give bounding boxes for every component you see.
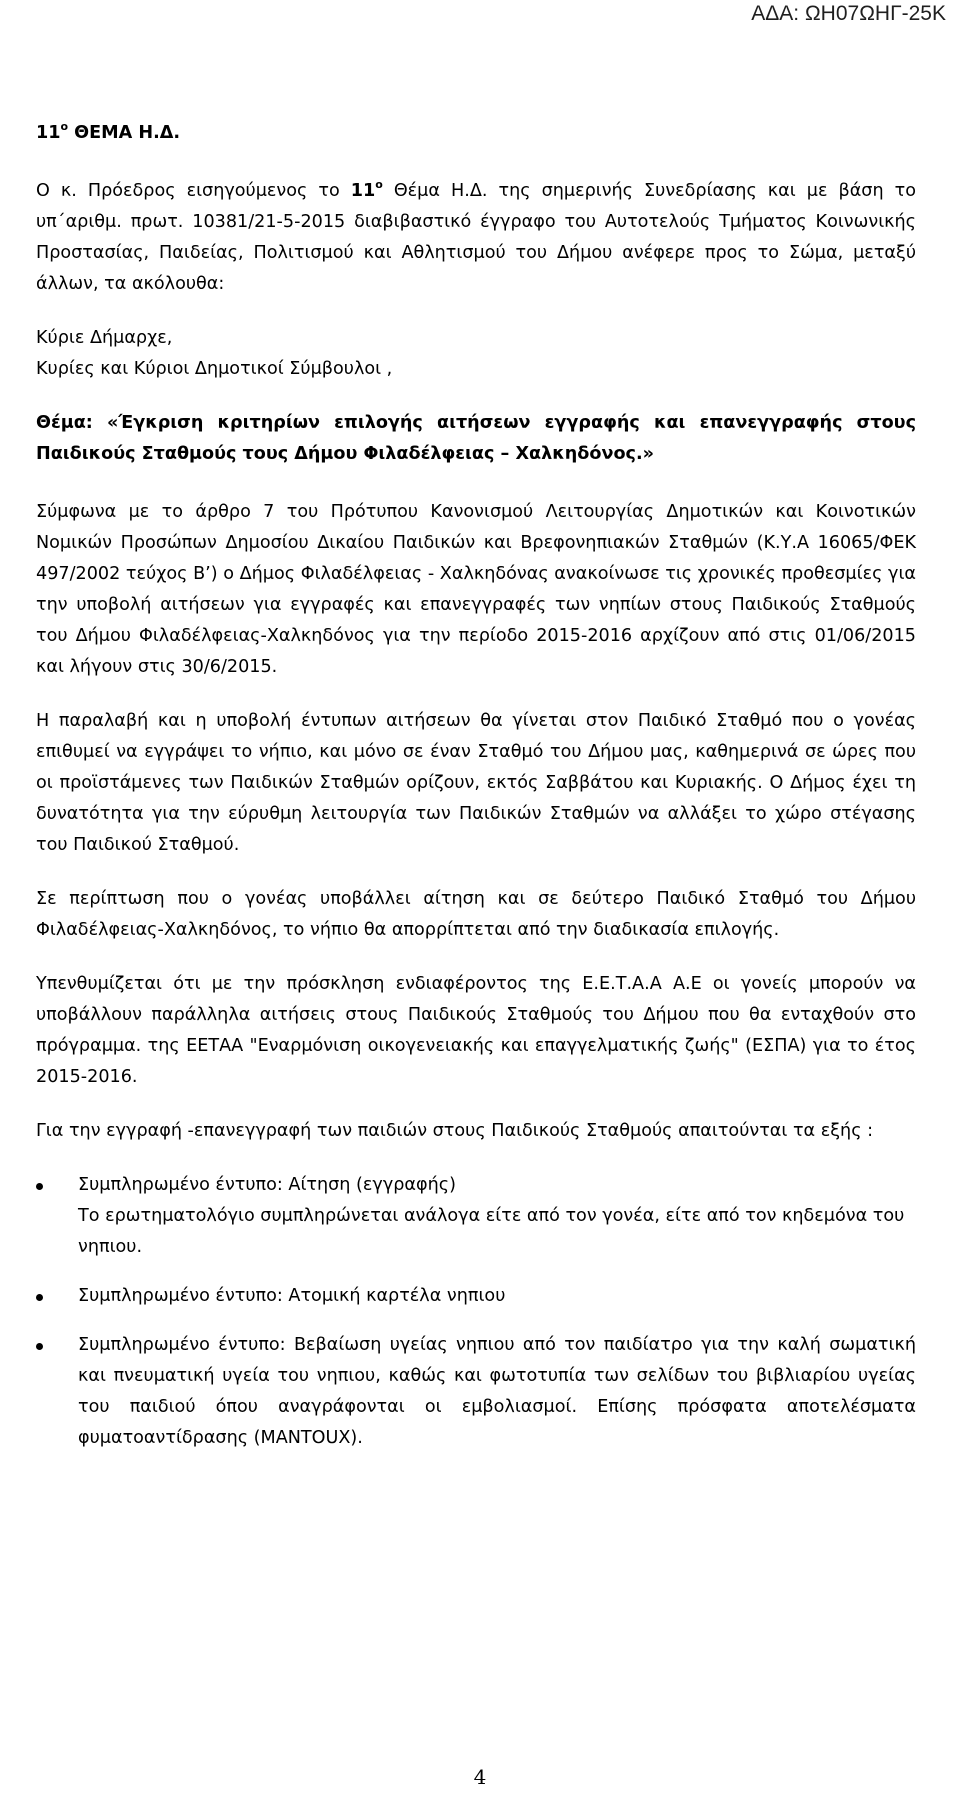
bullet-icon	[36, 1343, 43, 1350]
paragraph-second-application: Σε περίπτωση που ο γονέας υποβάλλει αίτηση και σε δεύτερο Παιδικό Σταθμό του Δήμου Φιλαδέλφειας-Χαλκηδόνος, το νήπιο θα απορρίπτεται από την διαδικασία επιλογής.	[36, 889, 916, 940]
section-heading	[36, 118, 916, 149]
bullet-icon	[36, 1183, 43, 1190]
document-body	[36, 118, 916, 1454]
salutation-line-2: Κυρίες και Κύριοι Δημοτικοί Σύμβουλοι ,	[36, 359, 393, 379]
requirement-1-line-1: Συμπληρωμένο έντυπο: Αίτηση (εγγραφής)	[78, 1175, 456, 1195]
requirement-3-line-1: Συμπληρωμένο έντυπο: Βεβαίωση υγείας νηπιου από τον παιδίατρο για την καλή σωματική και πνευματική υγεία του νηπιου, καθώς και φωτοτυπία των σελίδων του βιβλιαρίου υγείας του παιδιού όπου αναγράφονται οι εμβολιασμοί. Επίσης πρόσφατα αποτελέσματα φυματοαντίδρασης (MANTOUX).	[78, 1335, 916, 1448]
heading-text: ΘΕΜΑ Η.Δ.	[68, 123, 181, 143]
requirement-2-line-1: Συμπληρωμένο έντυπο: Ατομική καρτέλα νηπιου	[78, 1286, 506, 1306]
paragraph-reminder: Υπενθυμίζεται ότι με την πρόσκληση ενδιαφέροντος της Ε.Ε.Τ.Α.Α Α.Ε οι γονείς μπορούν να υποβάλλουν παράλληλα αιτήσεις στους Παιδικούς Σταθμούς του Δήμου που θα ενταχθούν στο πρόγραμμα. της ΕΕΤΑΑ "Εναρμόνιση οικογενειακής και επαγγελματικής ζωής" (ΕΣΠΑ) για το έτος 2015-2016.	[36, 974, 916, 1087]
page-number: 4	[473, 1765, 487, 1789]
salutation-line-1: Κύριε Δήμαρχε,	[36, 328, 173, 348]
ada-code: ΑΔΑ: ΩΗ07ΩΗΓ-25Κ	[751, 2, 946, 25]
bullet-icon	[36, 1294, 43, 1301]
intro-ordinal: ο	[375, 178, 383, 192]
requirement-1-line-2: Το ερωτηματολόγιο συμπληρώνεται ανάλογα είτε από τον γονέα, είτε από τον κηδεμόνα του νηπιου.	[78, 1206, 905, 1257]
intro-topic-number	[350, 178, 383, 201]
intro-start: Ο κ. Πρόεδρος εισηγούμενος το	[36, 181, 351, 201]
heading-number: 11	[36, 123, 61, 143]
list-item	[36, 1330, 916, 1454]
topic-title: Θέμα: «Έγκριση κριτηρίων επιλογής αιτήσεων εγγραφής και επανεγγραφής στους Παιδικούς Σταθμούς τους Δήμου Φιλαδέλφειας – Χαλκηδόνος.»	[36, 413, 916, 464]
paragraph-submission: Η παραλαβή και η υποβολή έντυπων αιτήσεων θα γίνεται στον Παιδικό Σταθμό που ο γονέας επιθυμεί να εγγράψει το νήπιο, και μόνο σε έναν Σταθμό του Δήμου μας, καθημερινά σε ώρες που οι προϊστάμενες των Παιδικών Σταθμών ορίζουν, εκτός Σαββάτου και Κυριακής. Ο Δήμος έχει τη δυνατότητα για την εύρυθμη λειτουργία των Παιδικών Σταθμών να αλλάξει το χώρο στέγασης του Παιδικού Σταθμού.	[36, 711, 916, 855]
requirements-list	[36, 1170, 916, 1454]
intro-rest: Θέμα Η.Δ. της σημερινής Συνεδρίασης και με βάση το υπ΄αριθμ. πρωτ. 10381/21-5-2015 διαβιβαστικό έγγραφο του Αυτοτελούς Τμήματος Κοινωνικής Προστασίας, Παιδείας, Πολιτισμού και Αθλητισμού του Δήμου ανέφερε προς το Σώμα, μεταξύ άλλων, τα ακόλουθα:	[36, 181, 916, 294]
list-item	[36, 1170, 916, 1263]
list-item	[36, 1281, 916, 1312]
paragraph-requirements-intro: Για την εγγραφή -επανεγγραφή των παιδιών στους Παιδικούς Σταθμούς απαιτούνται τα εξής :	[36, 1121, 874, 1141]
intro-number: 11	[350, 181, 376, 201]
heading-ordinal: ο	[60, 120, 69, 134]
intro-paragraph	[36, 176, 916, 300]
paragraph-legal-basis: Σύμφωνα με το άρθρο 7 του Πρότυπου Κανονισμού Λειτουργίας Δημοτικών και Κοινοτικών Νομικών Προσώπων Δημοσίου Δικαίου Παιδικών και Βρεφονηπιακών Σταθμών (Κ.Υ.Α 16065/ΦΕΚ 497/2002 τεύχος Β’) ο Δήμος Φιλαδέλφειας - Χαλκηδόνας ανακοίνωσε τις χρονικές προθεσμίες για την υποβολή αιτήσεων για εγγραφές και επανεγγραφές των νηπίων στους Παιδικούς Σταθμούς του Δήμου Φιλαδέλφειας-Χαλκηδόνος για την περίοδο 2015-2016 αρχίζουν από στις 01/06/2015 και λήγουν στις 30/6/2015.	[36, 502, 916, 677]
